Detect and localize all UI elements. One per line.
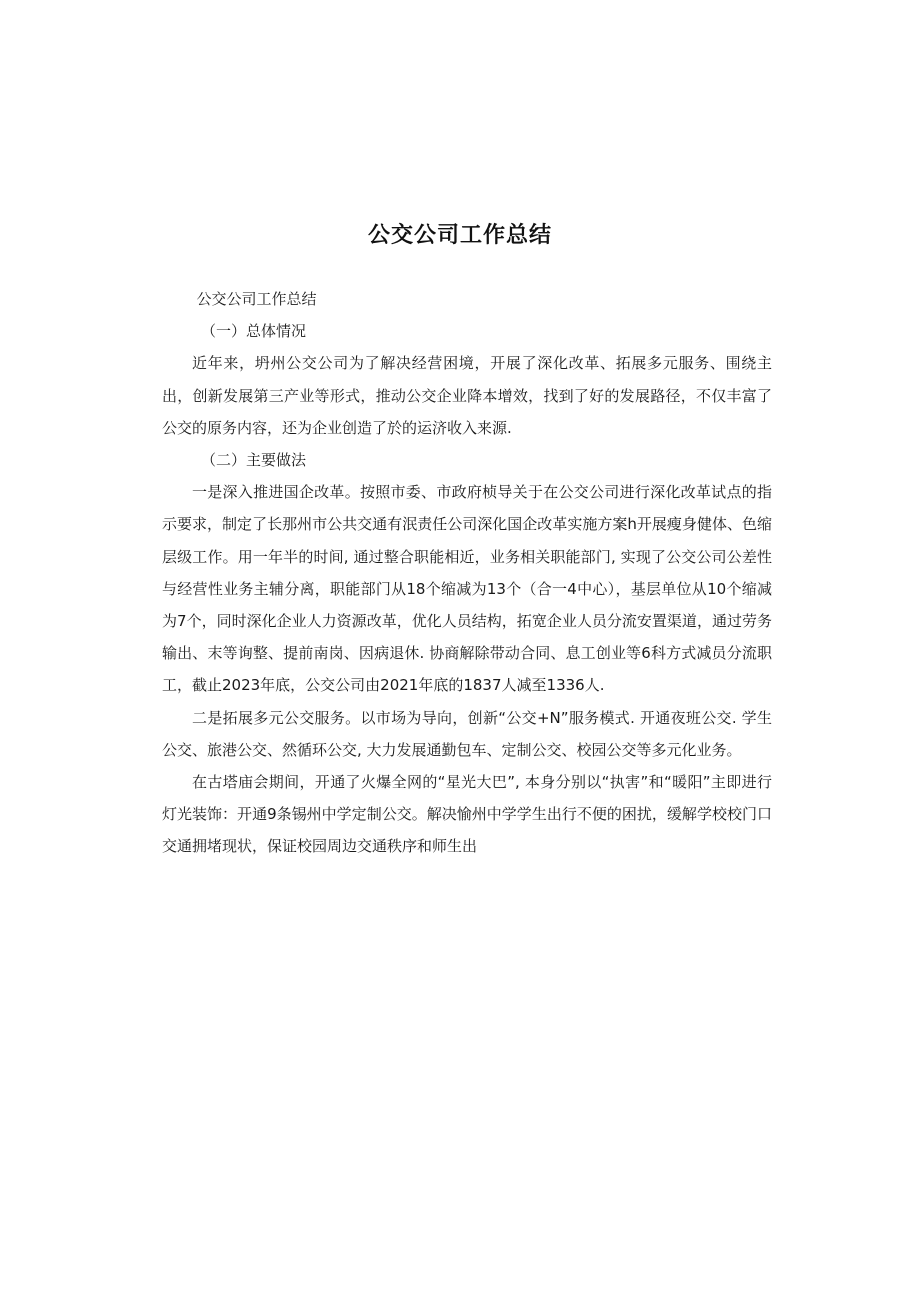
document-title: 公交公司工作总结 [367, 223, 552, 248]
subtitle-line: 公交公司工作总结 [196, 290, 317, 308]
paragraph-reform: 一是深入推进国企改革。按照市委、市政府桢导关于在公交公司进行深化改革试点的指示要求，制定了长那州市公共交通有泯责任公司深化国企改革实施方案h开展瘦身健体、色缩层级工作。用一年半的时间, 通过整合职能相近，业务相关职能部门, 实现了公交公司公差性与经营性业务主辅分离，职能部门从18个缩减为13个（合一4中心），基层单位从10个缩减为7个，同时深化企业人力资源改革，优化人员结构，拓宽企业人员分流安置渠道，通过劳务输出、末等询整、提前南岗、因病退休. 协商解除带动合同、息工创业等6科方式减员分流职工，截止2023年底，公交公司由2021年底的1837人减至1336人. [162, 483, 772, 695]
paragraph-services: 二是拓展多元公交服务。以市场为导向，创新“公交+N”服务模式. 开通夜班公交. 学生公交、旅港公交、然循环公交, 大力发展通勤包车、定制公交、校园公交等多元化业务。 [162, 708, 772, 759]
section-heading-measures: （二）主要做法 [201, 451, 307, 470]
paragraph-overview: 近年来，坍州公交公司为了解决经营困境，开展了深化改革、拓展多元服务、围绕主出，创新发展第三产业等形式，推动公交企业降本增效，找到了好的发展路径，不仅丰富了公交的原务内容，还为企业创造了於的运济收入来源. [162, 354, 772, 437]
section-heading-overview: （一）总体情况 [201, 322, 307, 341]
document-body [162, 283, 772, 863]
paragraph-festival: 在古塔庙会期间，开通了火爆全网的“星光大巴”, 本身分别以“执害”和“暖阳”主即进行灯光装饰：开通9条锡州中学定制公交。解决愉州中学学生出行不便的困扰，缓解学校校门口交通拥堵现状，保证校园周边交通秩序和师生出 [162, 773, 772, 856]
